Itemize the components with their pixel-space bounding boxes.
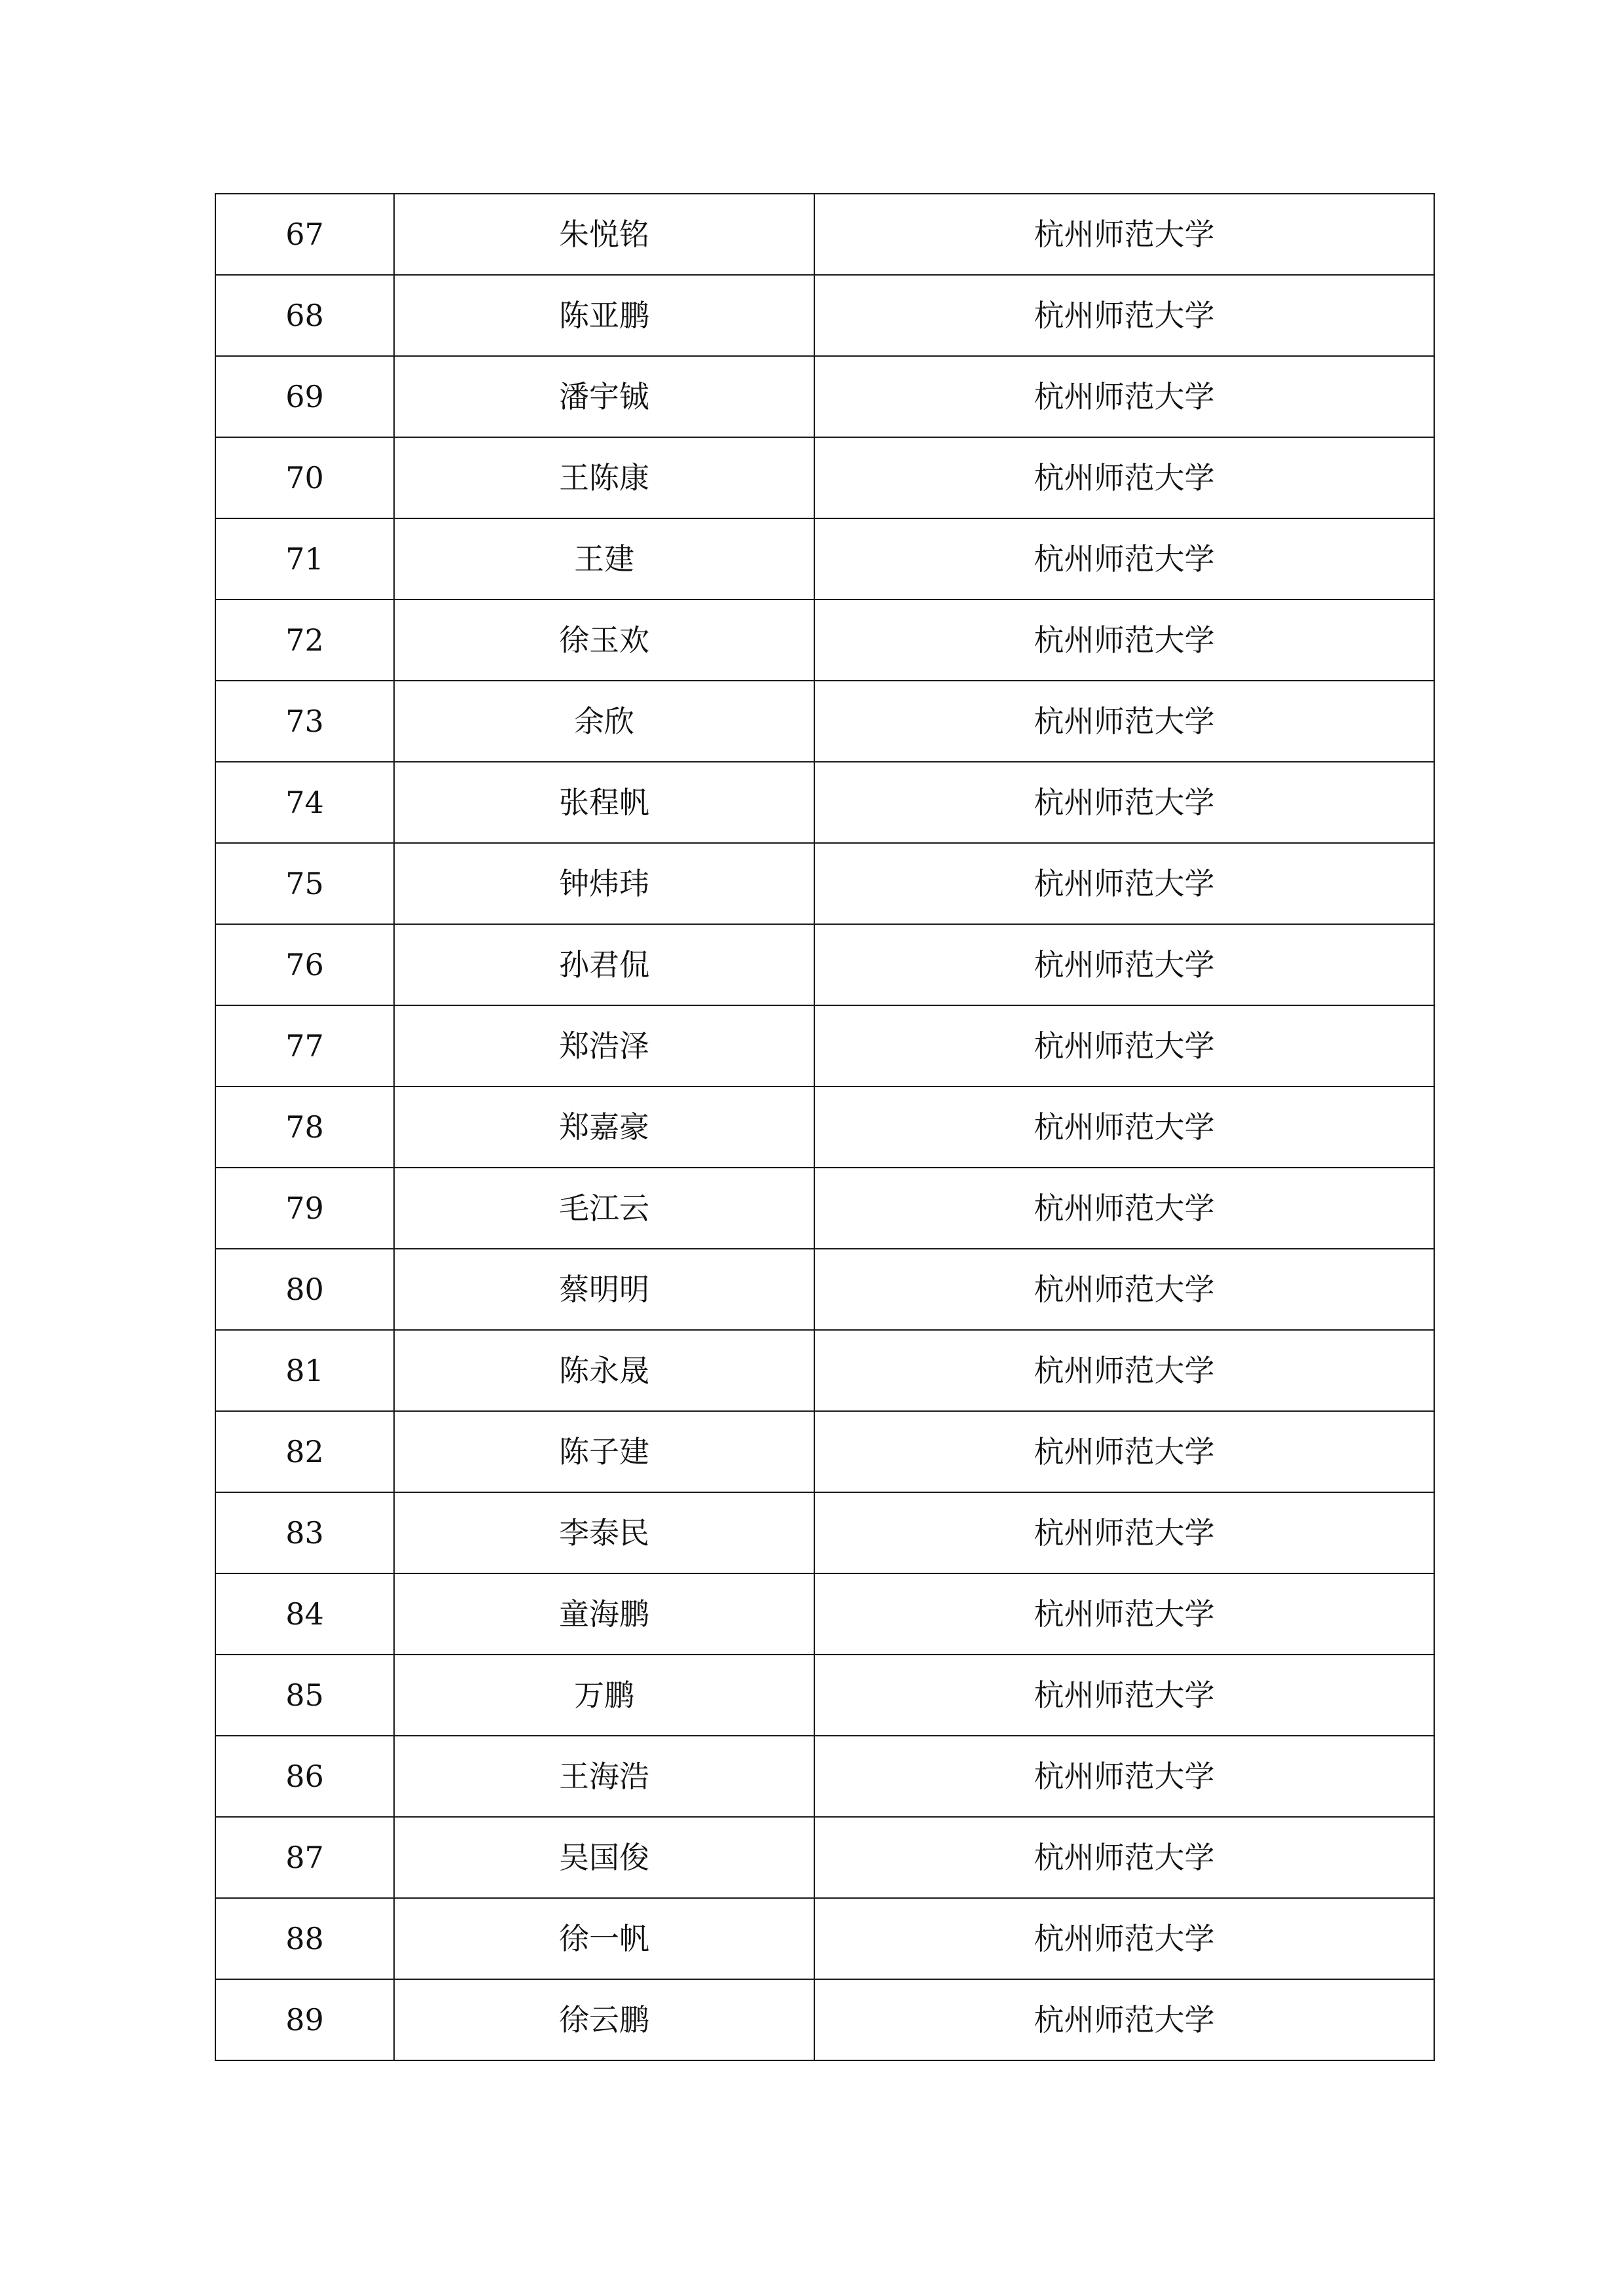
table-row bbox=[215, 1573, 1434, 1655]
name-cell: 徐云鹏 bbox=[394, 1979, 814, 2060]
name-cell: 徐一帆 bbox=[394, 1898, 814, 1979]
name-cell: 朱悦铭 bbox=[394, 194, 814, 275]
row-number-cell: 82 bbox=[215, 1411, 394, 1492]
name-cell: 钟炜玮 bbox=[394, 843, 814, 924]
row-number-cell: 78 bbox=[215, 1086, 394, 1168]
school-cell: 杭州师范大学 bbox=[814, 1979, 1434, 2060]
row-number-cell: 85 bbox=[215, 1655, 394, 1736]
table-row bbox=[215, 1817, 1434, 1898]
row-number-cell: 86 bbox=[215, 1736, 394, 1817]
school-cell: 杭州师范大学 bbox=[814, 1411, 1434, 1492]
school-cell: 杭州师范大学 bbox=[814, 924, 1434, 1005]
table-row bbox=[215, 1249, 1434, 1330]
name-cell: 李泰民 bbox=[394, 1492, 814, 1573]
name-cell: 陈永晟 bbox=[394, 1330, 814, 1411]
table-row bbox=[215, 762, 1434, 843]
name-cell: 王建 bbox=[394, 518, 814, 600]
table-row bbox=[215, 1330, 1434, 1411]
table-row bbox=[215, 1979, 1434, 2060]
school-cell: 杭州师范大学 bbox=[814, 1168, 1434, 1249]
school-cell: 杭州师范大学 bbox=[814, 518, 1434, 600]
name-cell: 吴国俊 bbox=[394, 1817, 814, 1898]
roster-table-body bbox=[215, 194, 1434, 2060]
row-number-cell: 87 bbox=[215, 1817, 394, 1898]
row-number-cell: 67 bbox=[215, 194, 394, 275]
table-row bbox=[215, 275, 1434, 356]
name-cell: 孙君侃 bbox=[394, 924, 814, 1005]
table-row bbox=[215, 1736, 1434, 1817]
table-row bbox=[215, 194, 1434, 275]
row-number-cell: 81 bbox=[215, 1330, 394, 1411]
row-number-cell: 68 bbox=[215, 275, 394, 356]
row-number-cell: 80 bbox=[215, 1249, 394, 1330]
name-cell: 蔡明明 bbox=[394, 1249, 814, 1330]
table-row bbox=[215, 924, 1434, 1005]
school-cell: 杭州师范大学 bbox=[814, 1736, 1434, 1817]
row-number-cell: 73 bbox=[215, 681, 394, 762]
school-cell: 杭州师范大学 bbox=[814, 1573, 1434, 1655]
name-cell: 万鹏 bbox=[394, 1655, 814, 1736]
row-number-cell: 71 bbox=[215, 518, 394, 600]
school-cell: 杭州师范大学 bbox=[814, 1005, 1434, 1086]
table-row bbox=[215, 600, 1434, 681]
table-row bbox=[215, 681, 1434, 762]
row-number-cell: 88 bbox=[215, 1898, 394, 1979]
school-cell: 杭州师范大学 bbox=[814, 1492, 1434, 1573]
name-cell: 潘宇铖 bbox=[394, 356, 814, 437]
table-row bbox=[215, 1655, 1434, 1736]
row-number-cell: 72 bbox=[215, 600, 394, 681]
table-row bbox=[215, 1086, 1434, 1168]
school-cell: 杭州师范大学 bbox=[814, 1249, 1434, 1330]
name-cell: 王海浩 bbox=[394, 1736, 814, 1817]
school-cell: 杭州师范大学 bbox=[814, 843, 1434, 924]
table-row bbox=[215, 1492, 1434, 1573]
school-cell: 杭州师范大学 bbox=[814, 356, 1434, 437]
row-number-cell: 70 bbox=[215, 437, 394, 518]
name-cell: 张程帆 bbox=[394, 762, 814, 843]
table-row bbox=[215, 843, 1434, 924]
school-cell: 杭州师范大学 bbox=[814, 762, 1434, 843]
row-number-cell: 69 bbox=[215, 356, 394, 437]
school-cell: 杭州师范大学 bbox=[814, 1817, 1434, 1898]
table-row bbox=[215, 518, 1434, 600]
school-cell: 杭州师范大学 bbox=[814, 275, 1434, 356]
table-row bbox=[215, 1411, 1434, 1492]
school-cell: 杭州师范大学 bbox=[814, 1086, 1434, 1168]
school-cell: 杭州师范大学 bbox=[814, 194, 1434, 275]
row-number-cell: 79 bbox=[215, 1168, 394, 1249]
name-cell: 毛江云 bbox=[394, 1168, 814, 1249]
roster-table bbox=[215, 193, 1435, 2061]
school-cell: 杭州师范大学 bbox=[814, 1330, 1434, 1411]
name-cell: 陈子建 bbox=[394, 1411, 814, 1492]
table-row bbox=[215, 1168, 1434, 1249]
row-number-cell: 74 bbox=[215, 762, 394, 843]
name-cell: 徐玉欢 bbox=[394, 600, 814, 681]
row-number-cell: 76 bbox=[215, 924, 394, 1005]
school-cell: 杭州师范大学 bbox=[814, 437, 1434, 518]
name-cell: 陈亚鹏 bbox=[394, 275, 814, 356]
name-cell: 余欣 bbox=[394, 681, 814, 762]
name-cell: 郑嘉豪 bbox=[394, 1086, 814, 1168]
row-number-cell: 83 bbox=[215, 1492, 394, 1573]
name-cell: 王陈康 bbox=[394, 437, 814, 518]
table-row bbox=[215, 1005, 1434, 1086]
row-number-cell: 75 bbox=[215, 843, 394, 924]
school-cell: 杭州师范大学 bbox=[814, 681, 1434, 762]
table-row bbox=[215, 356, 1434, 437]
row-number-cell: 77 bbox=[215, 1005, 394, 1086]
table-row bbox=[215, 437, 1434, 518]
school-cell: 杭州师范大学 bbox=[814, 600, 1434, 681]
school-cell: 杭州师范大学 bbox=[814, 1898, 1434, 1979]
school-cell: 杭州师范大学 bbox=[814, 1655, 1434, 1736]
table-row bbox=[215, 1898, 1434, 1979]
name-cell: 郑浩泽 bbox=[394, 1005, 814, 1086]
name-cell: 童海鹏 bbox=[394, 1573, 814, 1655]
row-number-cell: 84 bbox=[215, 1573, 394, 1655]
row-number-cell: 89 bbox=[215, 1979, 394, 2060]
